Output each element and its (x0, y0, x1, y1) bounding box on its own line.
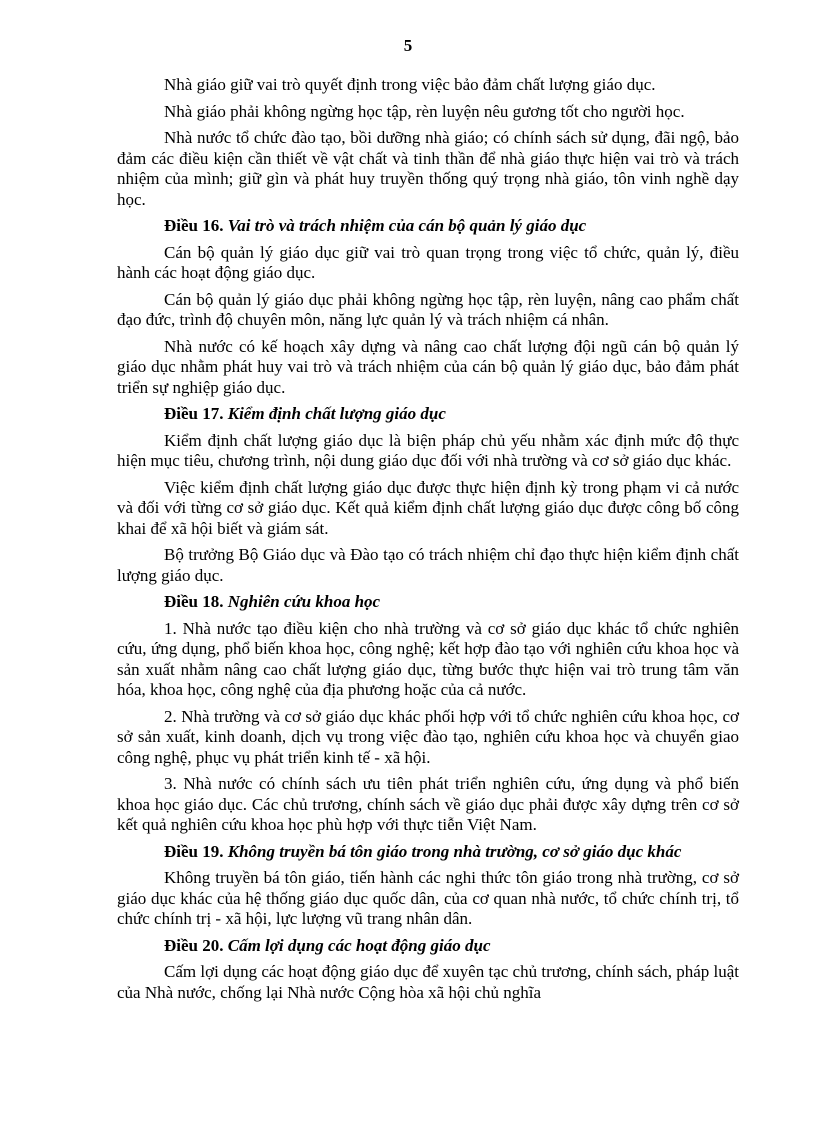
article-heading-17 (117, 404, 739, 425)
article-label: Điều 19. (164, 841, 224, 861)
article-label: Điều 20. (164, 935, 224, 955)
paragraph: Nhà giáo giữ vai trò quyết định trong việc bảo đảm chất lượng giáo dục. (164, 75, 656, 94)
article-title: Không truyền bá tôn giáo trong nhà trường, cơ sở giáo dục khác (227, 841, 682, 861)
article-heading-19 (117, 842, 739, 863)
paragraph: 2. Nhà trường và cơ sở giáo dục khác phối hợp với tổ chức nghiên cứu khoa học, cơ sở sản xuất, kinh doanh, dịch vụ trong việc đào tạo, nghiên cứu khoa học và chuyển giao công nghệ, phục vụ phát triển kinh tế - xã hội. (117, 706, 739, 767)
paragraph: Nhà giáo phải không ngừng học tập, rèn luyện nêu gương tốt cho người học. (164, 101, 685, 121)
article-heading-18 (117, 592, 739, 613)
article-title: Vai trò và trách nhiệm của cán bộ quản lý giáo dục (227, 216, 587, 235)
page-number: 5 (403, 36, 413, 55)
paragraph: 1. Nhà nước tạo điều kiện cho nhà trường và cơ sở giáo dục khác tổ chức nghiên cứu, ứng dụng, phổ biến khoa học, công nghệ; kết hợp đào tạo với nghiên cứu khoa học và sản xuất nhằm nâng cao chất lượng giáo dục, từng bước thực hiện vai trò trung tâm văn hóa, khoa học, công nghệ của địa phương hoặc của cả nước. (117, 618, 739, 699)
article-label: Điều 18. (164, 592, 224, 611)
article-heading-16 (117, 216, 739, 237)
article-label: Điều 16. (164, 216, 224, 235)
article-label: Điều 17. (164, 404, 224, 423)
paragraph: Việc kiểm định chất lượng giáo dục được thực hiện định kỳ trong phạm vi cả nước và đối với từng cơ sở giáo dục. Kết quả kiểm định chất lượng giáo dục được công bố công khai để xã hội biết và giám sát. (117, 477, 739, 538)
paragraph: Bộ trưởng Bộ Giáo dục và Đào tạo có trách nhiệm chỉ đạo thực hiện kiểm định chất lượng giáo dục. (117, 545, 739, 585)
paragraph: Kiểm định chất lượng giáo dục là biện pháp chủ yếu nhằm xác định mức độ thực hiện mục tiêu, chương trình, nội dung giáo dục đối với nhà trường và cơ sở giáo dục khác. (117, 430, 739, 470)
paragraph: Không truyền bá tôn giáo, tiến hành các nghi thức tôn giáo trong nhà trường, cơ sở giáo dục khác của hệ thống giáo dục quốc dân, của cơ quan nhà nước, tổ chức chính trị, tổ chức chính trị - xã hội, lực lượng vũ trang nhân dân. (117, 868, 739, 928)
paragraph: Nhà nước tổ chức đào tạo, bồi dưỡng nhà giáo; có chính sách sử dụng, đãi ngộ, bảo đảm các điều kiện cần thiết về vật chất và tinh thần để nhà giáo thực hiện vai trò và trách nhiệm của mình; giữ gìn và phát huy truyền thống quý trọng nhà giáo, tôn vinh nghề dạy học. (117, 128, 739, 209)
article-heading-20 (117, 936, 739, 957)
paragraph: Cán bộ quản lý giáo dục giữ vai trò quan trọng trong việc tổ chức, quản lý, điều hành các hoạt động giáo dục. (117, 242, 739, 282)
article-title: Cấm lợi dụng các hoạt động giáo dục (227, 935, 491, 955)
paragraph: Cấm lợi dụng các hoạt động giáo dục để xuyên tạc chủ trương, chính sách, pháp luật của Nhà nước, chống lại Nhà nước Cộng hòa xã hội chủ nghĩa (117, 962, 739, 1002)
paragraph: Cán bộ quản lý giáo dục phải không ngừng học tập, rèn luyện, nâng cao phẩm chất đạo đức, trình độ chuyên môn, năng lực quản lý và trách nhiệm cá nhân. (117, 289, 739, 329)
article-title: Nghiên cứu khoa học (227, 592, 381, 611)
paragraph: 3. Nhà nước có chính sách ưu tiên phát triển nghiên cứu, ứng dụng và phổ biến khoa học giáo dục. Các chủ trương, chính sách về giáo dục phải được xây dựng trên cơ sở kết quả nghiên cứu khoa học phù hợp với thực tiễn Việt Nam. (117, 774, 739, 834)
paragraph: Nhà nước có kế hoạch xây dựng và nâng cao chất lượng đội ngũ cán bộ quản lý giáo dục nhằm phát huy vai trò và trách nhiệm của cán bộ quản lý giáo dục, bảo đảm phát triển sự nghiệp giáo dục. (117, 336, 739, 397)
article-title: Kiểm định chất lượng giáo dục (227, 404, 446, 423)
document-body (117, 75, 739, 1009)
